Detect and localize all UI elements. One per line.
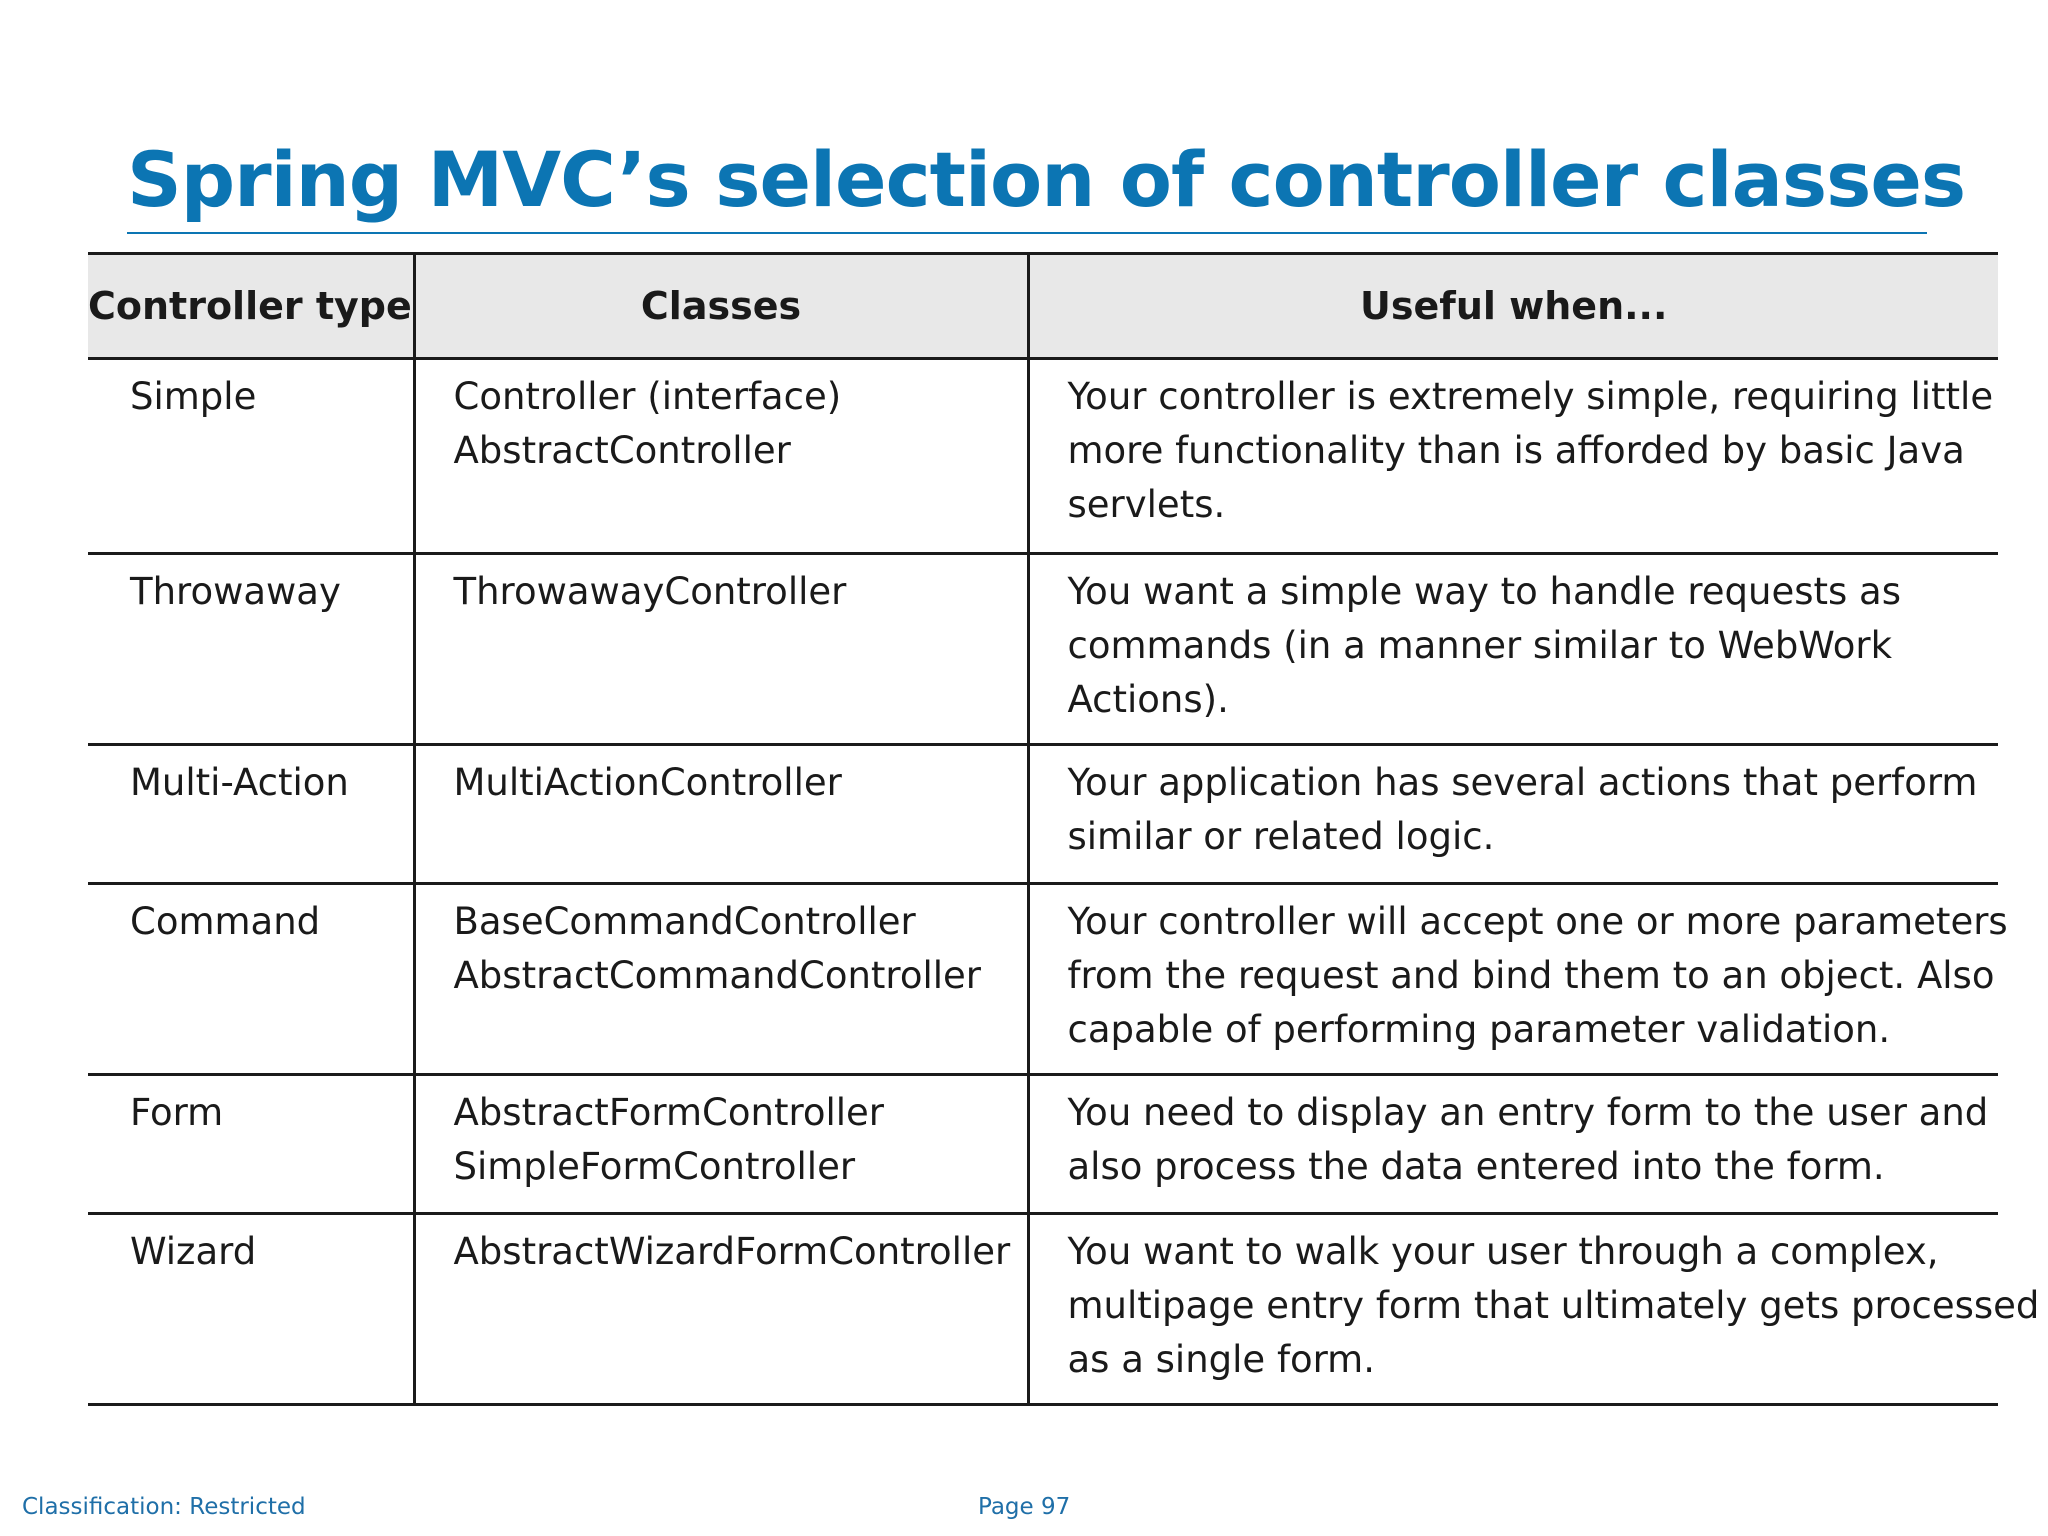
controller-table bbox=[88, 252, 2040, 1406]
slide-title: Spring MVC’s selection of controller classes bbox=[127, 135, 1966, 224]
class-name: SimpleFormController bbox=[453, 1145, 856, 1188]
controller-type-text: Throwaway bbox=[130, 570, 341, 613]
controller-type-text: Simple bbox=[130, 375, 257, 418]
header-useful-when: Useful when... bbox=[1028, 254, 1998, 359]
table-row bbox=[88, 1214, 1998, 1405]
cell-useful-when bbox=[1028, 745, 1998, 884]
cell-controller-type bbox=[88, 554, 414, 745]
class-name: AbstractWizardFormController bbox=[453, 1230, 1011, 1273]
useful-text-line: as a single form. bbox=[1067, 1338, 1375, 1381]
table-row bbox=[88, 745, 1998, 884]
useful-text-line: You need to display an entry form to the user and bbox=[1067, 1091, 1989, 1134]
controller-type-text: Form bbox=[130, 1091, 224, 1134]
cell-controller-type bbox=[88, 884, 414, 1075]
useful-text-line: Actions). bbox=[1067, 678, 1229, 721]
controller-type-text: Command bbox=[130, 900, 321, 943]
table-row bbox=[88, 884, 1998, 1075]
cell-controller-type bbox=[88, 1075, 414, 1214]
cell-useful-when bbox=[1028, 554, 1998, 745]
page-number: Page 97 bbox=[978, 1494, 1071, 1520]
controller-type-text: Wizard bbox=[130, 1230, 257, 1273]
useful-text-line: from the request and bind them to an object. Also bbox=[1067, 954, 1995, 997]
cell-controller-type bbox=[88, 1214, 414, 1405]
useful-text-line: You want to walk your user through a complex, bbox=[1067, 1230, 1939, 1273]
cell-classes bbox=[414, 1214, 1028, 1405]
cell-useful-when bbox=[1028, 1214, 2040, 1405]
cell-useful-when bbox=[1028, 884, 2008, 1075]
cell-classes bbox=[414, 554, 1028, 745]
class-name: ThrowawayController bbox=[453, 570, 847, 613]
useful-text-line: commands (in a manner similar to WebWork bbox=[1067, 624, 1892, 667]
header-classes: Classes bbox=[414, 254, 1028, 359]
useful-text-line: Your application has several actions that perform bbox=[1067, 761, 1978, 804]
cell-useful-when bbox=[1028, 359, 1998, 554]
controller-type-text: Multi-Action bbox=[130, 761, 349, 804]
classification-label: Classification: Restricted bbox=[22, 1494, 306, 1520]
table-row bbox=[88, 1075, 1998, 1214]
table-row bbox=[88, 554, 1998, 745]
cell-classes bbox=[414, 1075, 1028, 1214]
class-name: Controller (interface) bbox=[453, 375, 842, 418]
class-name: AbstractCommandController bbox=[453, 954, 981, 997]
cell-classes bbox=[414, 359, 1028, 554]
title-underline bbox=[127, 232, 1927, 234]
table-header-row bbox=[88, 254, 1998, 359]
useful-text-line: multipage entry form that ultimately gets processed bbox=[1067, 1284, 2040, 1327]
header-controller-type: Controller type bbox=[88, 254, 414, 359]
class-name: AbstractFormController bbox=[453, 1091, 885, 1134]
useful-text-line: servlets. bbox=[1067, 483, 1226, 526]
useful-text-line: Your controller is extremely simple, requiring little bbox=[1067, 375, 1994, 418]
useful-text-line: more functionality than is afforded by basic Java bbox=[1067, 429, 1965, 472]
cell-useful-when bbox=[1028, 1075, 1998, 1214]
class-name: MultiActionController bbox=[453, 761, 842, 804]
useful-text-line: Your controller will accept one or more parameters bbox=[1067, 900, 2008, 943]
useful-text-line: similar or related logic. bbox=[1067, 815, 1495, 858]
class-name: AbstractController bbox=[453, 429, 791, 472]
useful-text-line: also process the data entered into the form. bbox=[1067, 1145, 1885, 1188]
cell-classes bbox=[414, 884, 1028, 1075]
cell-classes bbox=[414, 745, 1028, 884]
cell-controller-type bbox=[88, 359, 414, 554]
class-name: BaseCommandController bbox=[453, 900, 916, 943]
table-row bbox=[88, 359, 1998, 554]
useful-text-line: You want a simple way to handle requests as bbox=[1067, 570, 1902, 613]
cell-controller-type bbox=[88, 745, 414, 884]
useful-text-line: capable of performing parameter validation. bbox=[1067, 1008, 1891, 1051]
